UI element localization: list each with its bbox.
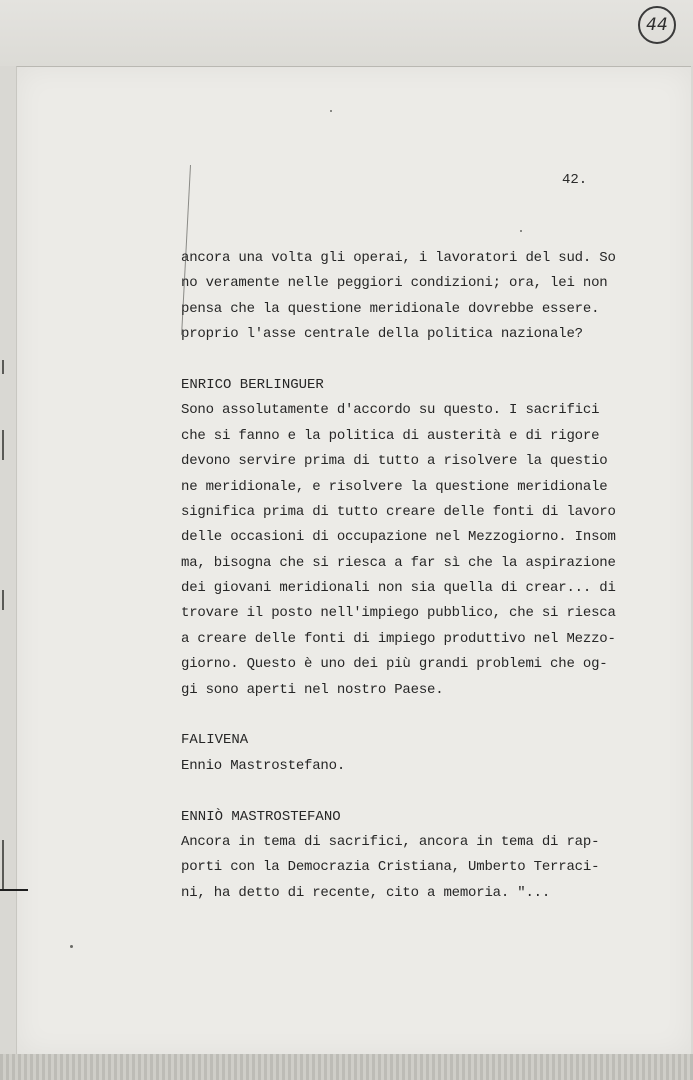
scan-speck xyxy=(70,945,73,948)
edge-mark xyxy=(2,430,4,460)
text-line: trovare il posto nell'impiego pubblico, che si riesca xyxy=(181,605,616,622)
scan-speck xyxy=(520,230,522,232)
text-line: devono servire prima di tutto a risolvere la questio xyxy=(181,453,608,470)
text-line: ancora una volta gli operai, i lavoratori del sud. So xyxy=(181,250,616,266)
text-line: porti con la Democrazia Cristiana, Umberto Terraci- xyxy=(181,859,600,876)
edge-mark xyxy=(2,590,4,610)
edge-mark xyxy=(2,840,4,890)
scan-bottom-border xyxy=(0,1054,693,1080)
speaker-name: FALIVENA xyxy=(181,732,249,749)
text-line: delle occasioni di occupazione nel Mezzogiorno. Insom xyxy=(181,529,616,546)
text-line: ni, ha detto di recente, cito a memoria. "... xyxy=(181,884,551,901)
scan-top-border xyxy=(0,0,693,66)
text-line: ne meridionale, e risolvere la questione meridionale xyxy=(181,478,608,495)
archive-page-number-circled: 44 xyxy=(638,6,676,44)
text-line: Ennio Mastrostefano. xyxy=(181,757,346,774)
scan-speck xyxy=(330,110,332,112)
text-line: no veramente nelle peggiori condizioni; ora, lei non xyxy=(181,275,608,292)
edge-mark xyxy=(2,360,4,374)
text-line: dei giovani meridionali non sia quella di crear... di xyxy=(181,580,616,597)
paragraph-gap xyxy=(181,348,631,373)
text-line: che si fanno e la politica di austerità e di rigore xyxy=(181,427,600,444)
page-number: 42. xyxy=(562,172,588,188)
text-line: a creare delle fonti di impiego produttivo nel Mezzo- xyxy=(181,630,616,647)
text-line: gi sono aperti nel nostro Paese. xyxy=(181,681,444,698)
text-line: proprio l'asse centrale della politica nazionale? xyxy=(181,326,583,343)
text-line: significa prima di tutto creare delle fonti di lavoro xyxy=(181,503,616,520)
left-margin-dash xyxy=(0,889,28,891)
text-line: ma, bisogna che si riesca a far sì che la aspirazione xyxy=(181,554,616,571)
transcript-text xyxy=(181,246,631,906)
speaker-name: ENRICO BERLINGUER xyxy=(181,376,324,393)
text-line: giorno. Questo è uno dei più grandi problemi che og- xyxy=(181,656,608,673)
paragraph-gap xyxy=(181,703,631,728)
speaker-name: ENNIÒ MASTROSTEFANO xyxy=(181,808,341,825)
text-line: pensa che la questione meridionale dovrebbe essere. xyxy=(181,300,600,317)
paragraph-gap xyxy=(181,779,631,804)
text-line: Sono assolutamente d'accordo su questo. I sacrifici xyxy=(181,402,600,419)
text-line: Ancora in tema di sacrifici, ancora in tema di rap- xyxy=(181,833,600,850)
